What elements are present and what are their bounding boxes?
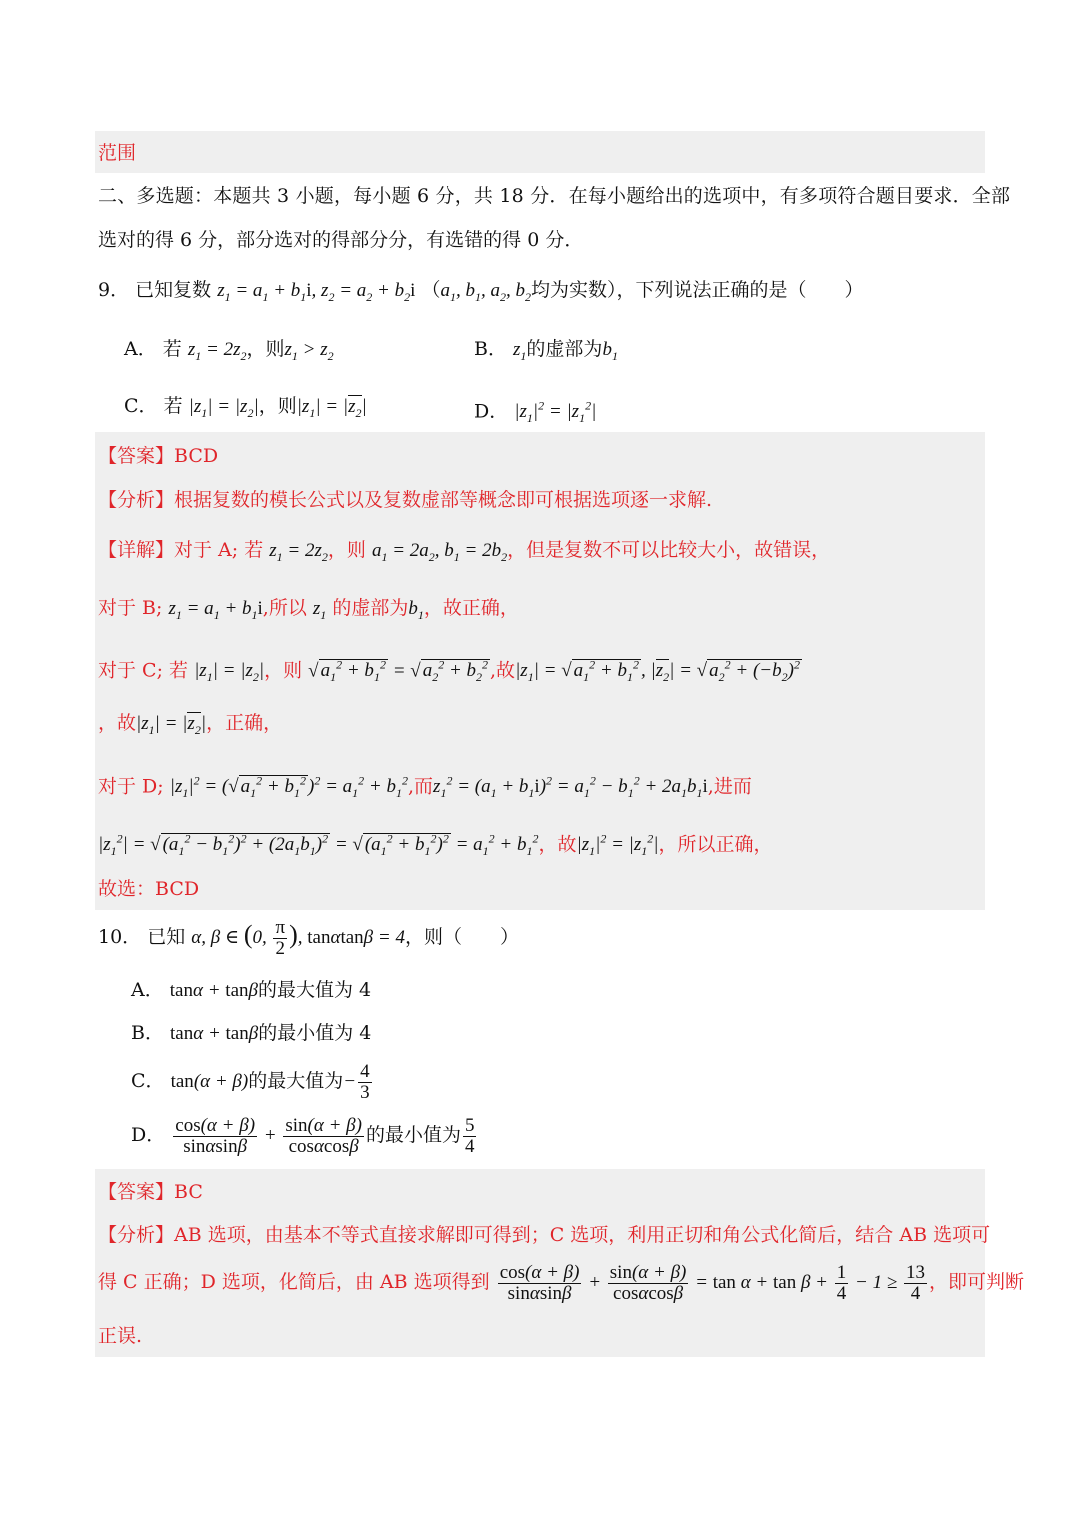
q9-answer: 【答案】BCD: [98, 445, 219, 467]
q9-option-d: D． $|z_1|^2 = |z_1^2|$: [474, 399, 597, 426]
q9-option-c: C． 若 $|z_1| = |z_2|$，则$|z_1| = |z_2|$: [124, 395, 367, 420]
q10-stem: 10． 已知 α, β ∈ (0, $\frac{\pi}{2}$ ), tanαtanβ = 4，则（ ）: [98, 917, 519, 959]
q9-detail-d: 对于 D; $|z_1|^2$ = (√ $a_1^2 + b_1^2$ )$^2 = a_1^2 + b_1^2$,而$z_1^2 = (a_1 + b_1i)^2 = a_1^2 - b_1^2 + 2a_1b_1i$,进而: [98, 774, 752, 801]
q9-analysis: 【分析】根据复数的模长公式以及复数虚部等概念即可根据选项逐一求解.: [98, 489, 713, 511]
q9-choose: 故选：BCD: [98, 878, 200, 900]
answer-block-q8-tail: [95, 131, 985, 173]
q9-detail-b: 对于 B; $z_1 = a_1 + b_1i$,所以 $z_1$ 的虚部为$b_1$，故正确，: [98, 597, 519, 622]
q9-detail-d-cont: $|z_1^2|$ = √ $(a_1^2 - b_1^2)^2 + (2a_1b_1)^2$ = √ $(a_1^2 + b_1^2)^2 = a_1^2 + b_1^2$，故$|z_1|^2 = |z_1^2|$，所以正确，: [98, 832, 773, 859]
prev-answer-fragment: 范围: [98, 142, 137, 164]
q10-analysis-line3: 正误.: [98, 1325, 143, 1347]
q9-detail-c: 对于 C; 若 $|z_1| = |z_2|$，则 √ $a_1^2 + b_1^2$ = √ $a_2^2 + b_2^2$ ,故$|z_1|$ = √ $a_1^2 + b_1^2$ , $|z_2|$ = √ $a_2^2 + (-b_2)^2$: [98, 658, 800, 685]
q10-option-b: B． tanα + tanβ的最小值为 4: [131, 1022, 372, 1044]
q10-option-a: A． tanα + tanβ的最大值为 4: [131, 979, 372, 1001]
q10-analysis-line2: 得 C 正确；D 选项，化简后，由 AB 选项得到 $\frac{\cos(\alpha + \beta)}{\sin\alpha\sin\beta}$ + $\frac{\sin(\alpha + \beta)}{\cos\alpha\cos\beta}$ = tan α + tan β + $\frac{1}{4}$ − 1 ≥ $\frac{13}{4}$ ，即可判断: [98, 1262, 1025, 1304]
q10-option-c: C． tan(α + β)的最大值为− $\frac{4}{3}$: [131, 1061, 370, 1103]
q9-option-a: A． 若 $z_1 = 2z_2$，则$z_1 > z_2$: [124, 338, 334, 363]
q10-option-d: D． $\frac{\cos(\alpha + \beta)}{\sin\alpha\sin\beta}$ + $\frac{\sin(\alpha + \beta)}{\cos\alpha\cos\beta}$ 的最小值为 $\frac{5}{4}$: [131, 1115, 475, 1157]
section-heading-line1: 二、多选题：本题共 3 小题，每小题 6 分，共 18 分．在每小题给出的选项中，有多项符合题目要求．全部: [98, 185, 1011, 207]
q9-detail-c-cont: ，故$|z_1| = |z_2|$，正确，: [98, 712, 283, 737]
q9-stem: 9． 已知复数 $z_1 = a_1 + b_1i$, $z_2 = a_2 + b_2i$ （$a_1$, $b_1$, $a_2$, $b_2$均为实数），下列说法正确的是（ ）: [98, 279, 864, 304]
q10-analysis-line1: 【分析】AB 选项，由基本不等式直接求解即可得到；C 选项，利用正切和角公式化简后，结合 AB 选项可: [98, 1224, 991, 1246]
q9-detail-a: 【详解】对于 A; 若 $z_1 = 2z_2$，则 $a_1 = 2a_2$, $b_1 = 2b_2$，但是复数不可以比较大小，故错误，: [98, 539, 831, 564]
section-heading-line2: 选对的得 6 分，部分选对的得部分分，有选错的得 0 分．: [98, 229, 584, 251]
q9-option-b: B． $z_1$的虚部为$b_1$: [474, 338, 618, 363]
q10-answer: 【答案】BC: [98, 1181, 203, 1203]
